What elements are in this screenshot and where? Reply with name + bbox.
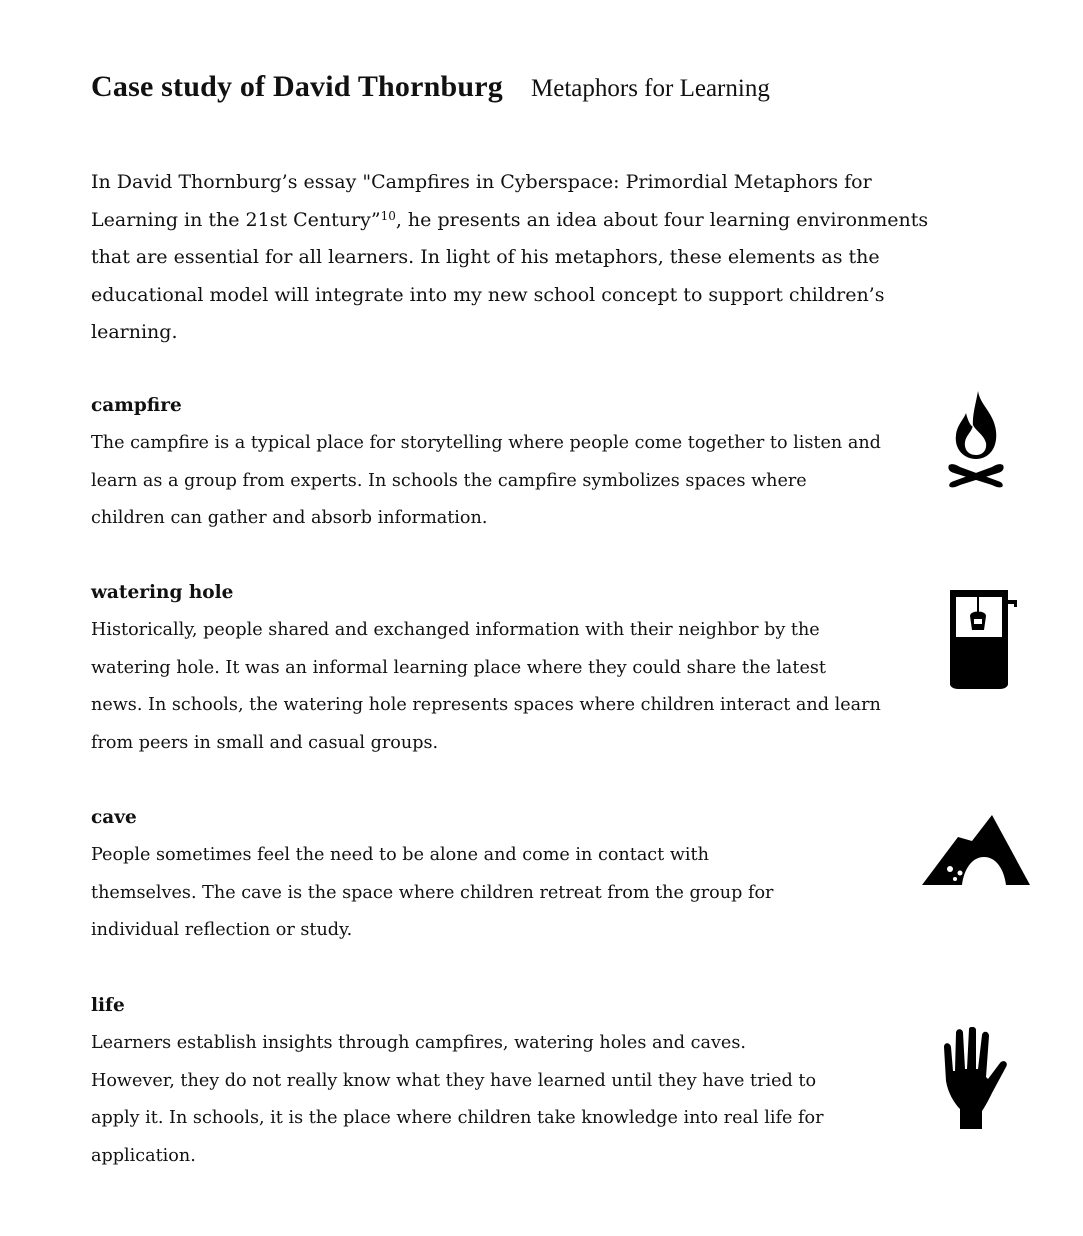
body-line: from peers in small and casual groups. — [91, 732, 439, 753]
body-line: themselves. The cave is the space where children retreat from the group for — [91, 882, 774, 903]
intro-paragraph — [91, 164, 936, 352]
section-campfire — [91, 393, 1051, 538]
body-line: application. — [91, 1145, 196, 1166]
page-title: Case study of David Thornburg — [91, 70, 504, 103]
section-body — [91, 1025, 1051, 1175]
body-line: However, they do not really know what they have learned until they have tried to — [91, 1070, 817, 1091]
hand-icon — [942, 1027, 1010, 1131]
section-heading: watering hole — [91, 582, 234, 603]
section-heading: campfire — [91, 395, 182, 416]
body-line: learn as a group from experts. In schools the campfire symbolizes spaces where — [91, 470, 807, 491]
body-line: Historically, people shared and exchanged information with their neighbor by the — [91, 620, 820, 640]
section-body — [91, 612, 1051, 762]
page-header — [91, 70, 1051, 104]
intro-text-start: In David Thornburg’s essay "Campfires in Cyberspace: Primordial Metaphors for Learning in the 21st Century” — [91, 171, 872, 231]
footnote-reference[interactable]: 10 — [380, 208, 396, 223]
page-subtitle: Metaphors for Learning — [531, 75, 770, 102]
section-body — [91, 837, 1051, 950]
body-line: People sometimes feel the need to be alone and come in contact with — [91, 845, 709, 865]
section-heading: life — [91, 995, 125, 1016]
body-line: individual reflection or study. — [91, 920, 353, 940]
document-page — [91, 70, 1051, 371]
body-line: The campfire is a typical place for storytelling where people come together to listen and — [91, 433, 881, 453]
body-line: news. In schools, the watering hole represents spaces where children interact and learn — [91, 695, 881, 715]
campfire-icon — [946, 389, 1006, 489]
section-cave — [91, 805, 1051, 950]
body-line: children can gather and absorb information. — [91, 508, 488, 528]
section-body — [91, 425, 1051, 538]
body-line: Learners establish insights through campfires, watering holes and caves. — [91, 1033, 746, 1053]
section-watering-hole — [91, 580, 1051, 762]
body-line: apply it. In schools, it is the place where children take knowledge into real life for — [91, 1108, 824, 1128]
section-life — [91, 993, 1051, 1175]
section-heading: cave — [91, 807, 137, 828]
well-icon — [948, 588, 1020, 690]
cave-icon — [920, 813, 1032, 887]
body-line: watering hole. It was an informal learning place where they could share the latest — [91, 657, 826, 678]
intro-text-end: , he presents an idea about four learning environments that are essential for all learners. In light of his metaphors, these elements as the educational model will integrate into my new school concept to support children’s learning. — [91, 208, 929, 343]
